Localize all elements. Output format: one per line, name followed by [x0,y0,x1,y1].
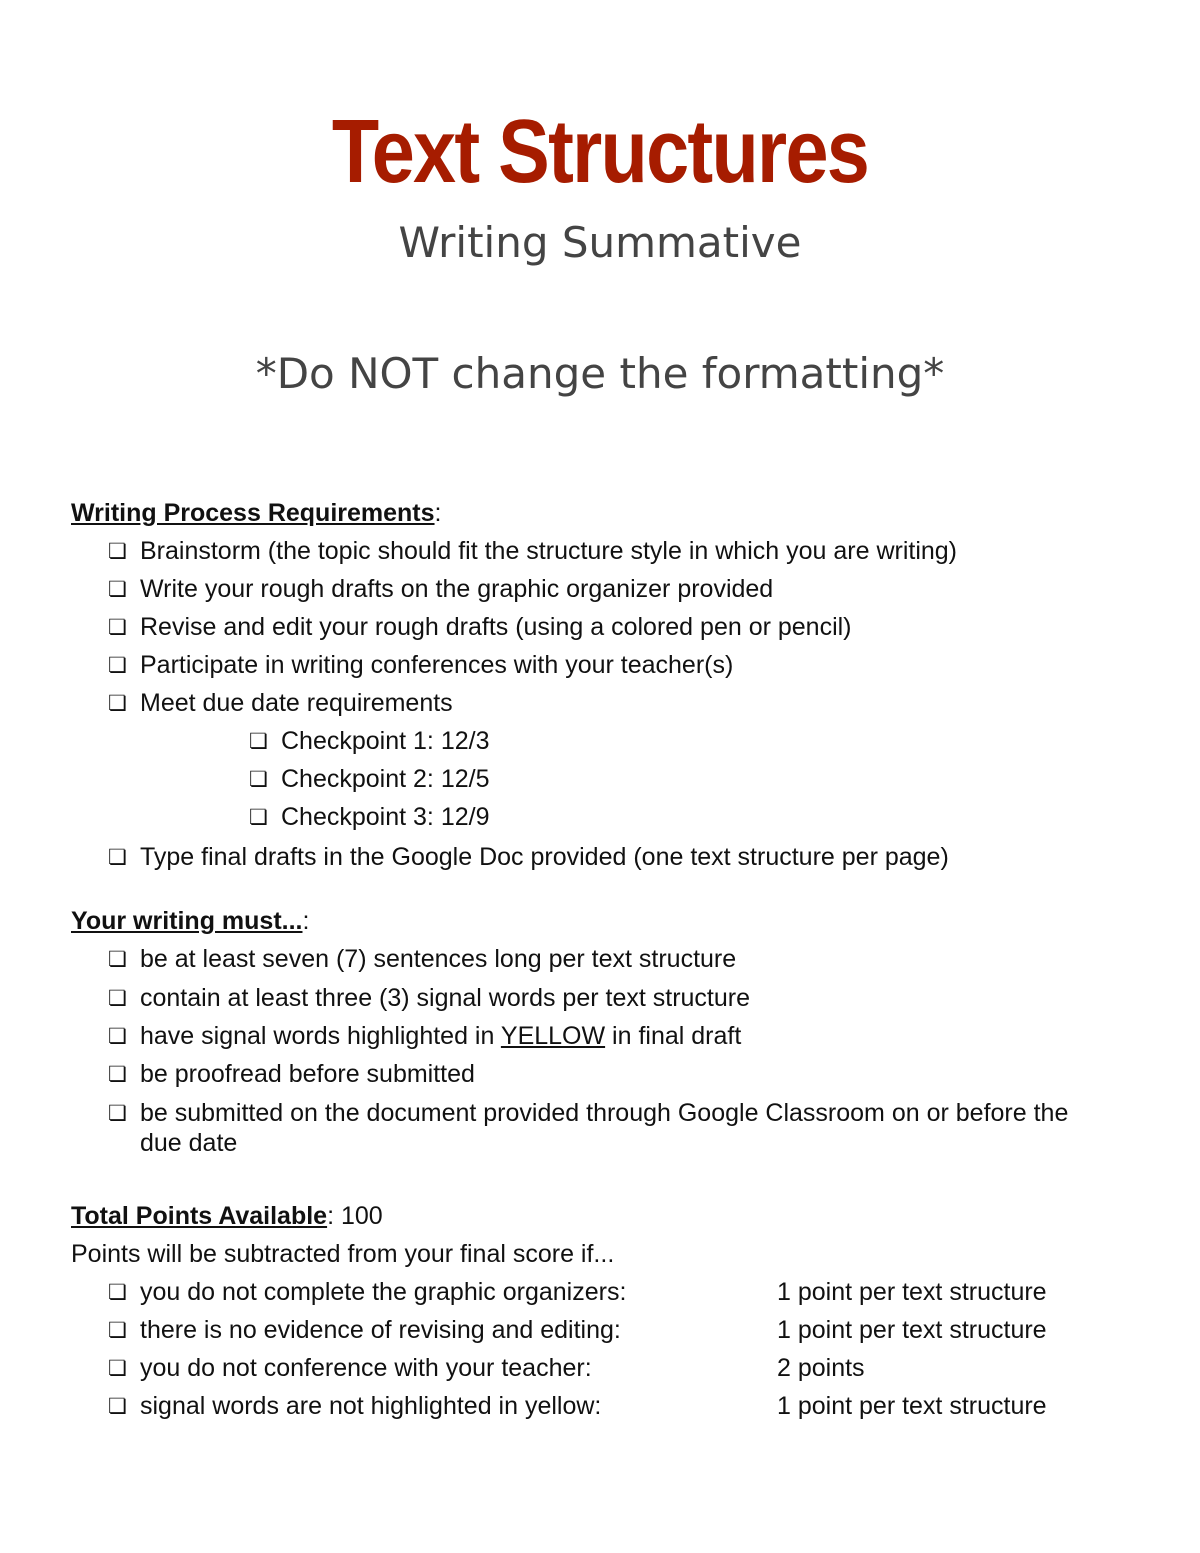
penalty-item [108,1277,626,1308]
checkbox-icon[interactable]: ❏ [108,616,127,639]
checklist-item [108,650,733,681]
requirement-text-before: have signal words highlighted in [140,1022,501,1050]
points-heading-label: Total Points Available [71,1202,328,1230]
checkpoint-text: Checkpoint 1: 12/3 [281,727,490,755]
checkbox-icon[interactable]: ❏ [108,1319,127,1342]
checkbox-icon[interactable]: ❏ [108,1281,127,1304]
penalty-deduction: 1 point per text structure [777,1278,1047,1306]
checkbox-icon[interactable]: ❏ [108,1102,127,1125]
points-intro: Points will be subtracted from your final score if... [71,1240,615,1268]
process-heading [71,498,441,528]
checkbox-icon[interactable]: ❏ [108,540,127,563]
checklist-item-text: Meet due date requirements [140,689,453,717]
requirement-item [108,1098,1118,1158]
penalty-reason: signal words are not highlighted in yellow: [140,1392,602,1420]
points-total: : 100 [327,1202,383,1230]
checkpoint-item [249,764,489,795]
penalty-deduction: 1 point per text structure [777,1316,1047,1344]
checklist-item-text: Brainstorm (the topic should fit the structure style in which you are writing) [140,537,958,565]
penalty-item [108,1391,601,1422]
checklist-item [108,536,957,567]
checkpoint-item [249,802,489,833]
checkbox-icon[interactable]: ❏ [108,654,127,677]
requirement-text: be at least seven (7) sentences long per text structure [140,945,737,973]
requirement-item [108,983,750,1014]
penalty-item [108,1353,592,1384]
checkbox-icon[interactable]: ❏ [108,1395,127,1418]
must-heading [71,906,309,936]
requirement-text [140,1022,741,1050]
checklist-item [108,612,852,643]
checkbox-icon[interactable]: ❏ [108,692,127,715]
checklist-item [108,842,949,873]
penalty-deduction: 2 points [777,1354,865,1382]
page-title: Text Structures [331,102,869,202]
process-heading-suffix: : [434,499,442,527]
requirement-text: be submitted on the document provided through Google Classroom on or before the due date [140,1099,1069,1157]
yellow-emphasis: YELLOW [500,1022,606,1050]
checklist-item-text: Type final drafts in the Google Doc provided (one text structure per page) [140,843,949,871]
penalty-item [108,1315,621,1346]
page-subtitle: Writing Summative [398,218,802,267]
requirement-text: be proofread before submitted [140,1060,475,1088]
penalty-reason: you do not conference with your teacher: [140,1354,592,1382]
requirement-text-after: in final draft [605,1022,742,1050]
checkbox-icon[interactable]: ❏ [108,1357,127,1380]
checkpoint-item [249,726,489,757]
must-heading-suffix: : [302,907,310,935]
checklist-item [108,574,773,605]
checkbox-icon[interactable]: ❏ [108,987,127,1010]
checkbox-icon[interactable]: ❏ [249,806,268,829]
penalty-reason: you do not complete the graphic organizers: [140,1278,627,1306]
penalty-reason: there is no evidence of revising and editing: [140,1316,621,1344]
checkbox-icon[interactable]: ❏ [249,768,268,791]
process-heading-label: Writing Process Requirements [71,499,435,527]
must-heading-label: Your writing must... [71,907,303,935]
requirement-item [108,1021,741,1052]
requirement-item [108,1059,475,1090]
checkbox-icon[interactable]: ❏ [108,846,127,869]
penalty-deduction: 1 point per text structure [777,1392,1047,1420]
points-heading [71,1201,383,1231]
formatting-warning: *Do NOT change the formatting* [255,349,945,398]
checkpoint-text: Checkpoint 2: 12/5 [281,765,490,793]
checklist-item-text: Participate in writing conferences with your teacher(s) [140,651,734,679]
checkbox-icon[interactable]: ❏ [249,730,268,753]
checklist-item-text: Write your rough drafts on the graphic organizer provided [140,575,774,603]
checklist-item-text: Revise and edit your rough drafts (using a colored pen or pencil) [140,613,852,641]
checklist-item [108,688,453,719]
requirement-text: contain at least three (3) signal words per text structure [140,984,751,1012]
requirement-item [108,944,736,975]
checkpoint-text: Checkpoint 3: 12/9 [281,803,490,831]
checkbox-icon[interactable]: ❏ [108,1063,127,1086]
checkbox-icon[interactable]: ❏ [108,578,127,601]
checkbox-icon[interactable]: ❏ [108,1025,127,1048]
checkbox-icon[interactable]: ❏ [108,948,127,971]
